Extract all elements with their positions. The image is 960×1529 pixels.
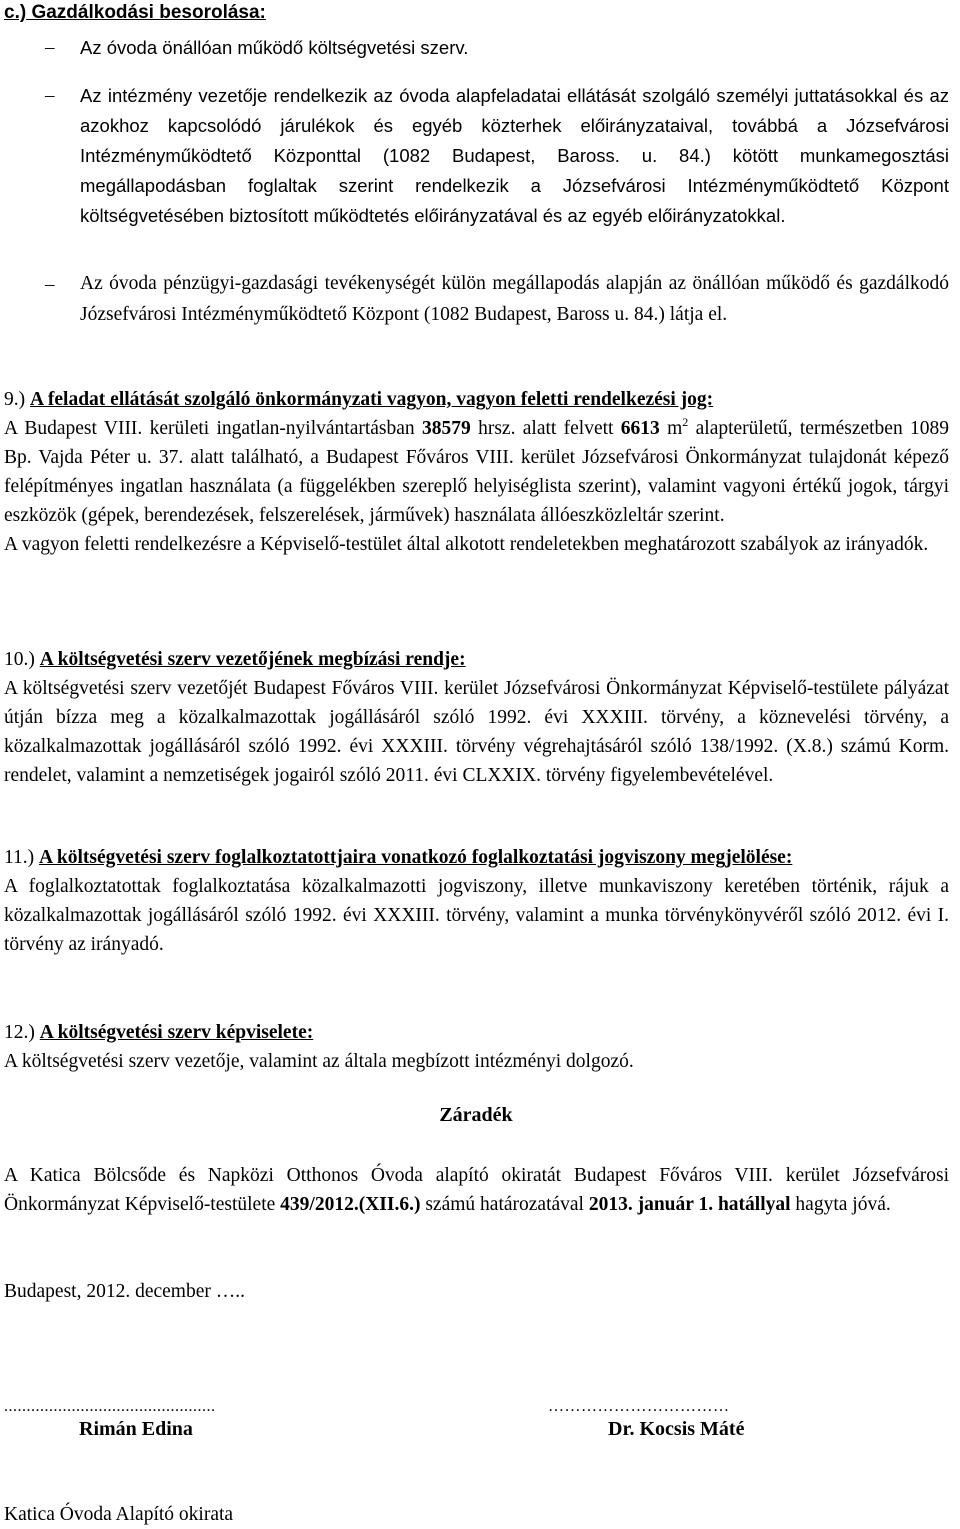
section-9-title: A feladat ellátását szolgáló önkormányzati vagyon, vagyon feletti rendelkezési jog: [30,389,714,410]
section-12-title: A költségvetési szerv képviselete: [39,1022,314,1043]
area-value: 6613 [620,418,660,439]
zaradek-text-c: hagyta jóvá. [795,1194,891,1215]
section-11-text: A foglalkoztatottak foglalkoztatása közalkalmazotti jogviszony, illetve munkaviszony keretében történik, rájuk a közalkalmazottak jogállásáról szóló 1992. évi XXXIII. törvény, valamint a munka törvénykönyvéről szóló 2012. évi I. törvény az irányadó. [4,876,949,955]
document-footer: Katica Óvoda Alapító okirata [4,1504,234,1525]
bullet-item-2: Az intézmény vezetője rendelkezik az óvoda alapfeladatai ellátását szolgáló személyi juttatásokkal és az azokhoz kapcsolódó járulékok és egyéb közterhek előirányzataival, továbbá a Józsefvárosi Intézményműködtető Központtal (1082 Budapest, Baross. u. 84.) kötött munkamegosztási megállapodásban foglaltak szerint rendelkezik a Józsefvárosi Intézményműködtető Központ költségvetésében biztosított működtetés előirányzatával és az egyéb előirányzatokkal. [80,85,949,226]
zaradek-text-b: számú határozatával [425,1194,584,1215]
bullet-dash: – [45,85,55,106]
area-unit: $m^2$ [667,415,689,439]
bullet-dash: – [45,37,55,58]
zaradek-text-a: A Katica Bölcsőde és Napközi Otthonos Óvoda alapító okiratát Budapest Főváros VIII. kerület Józsefvárosi Önkormányzat Képviselő-testülete [4,1165,949,1215]
bullet-dash: – [45,274,55,295]
bullet-item-3: Az óvoda pénzügyi-gazdasági tevékenységét külön megállapodás alapján az önállóan működő és gazdálkodó Józsefvárosi Intézményműködtető Központ (1082 Budapest, Baross u. 84.) látja el. [80,273,949,325]
effective-date: 2013. január 1. hatállyal [588,1194,791,1215]
section-10-title: A költségvetési szerv vezetőjének megbízási rendje: [39,649,466,670]
section-9-text: A Budapest VIII. kerületi ingatlan-nyilvántartásban [4,418,415,439]
resolution-number: 439/2012.(XII.6.) [280,1194,421,1215]
signatory-left: Rimán Edina [79,1418,193,1440]
place-date: Budapest, 2012. december ….. [4,1281,245,1302]
section-12-number: 12.) [4,1022,35,1043]
section-12 [4,1018,949,1076]
section-10-text: A költségvetési szerv vezetőjét Budapest Főváros VIII. kerület Józsefvárosi Önkormányzat Képviselő-testülete pályázat útján bízza meg a közalkalmazottak jogállásáról szóló 1992. évi XXXIII. törvény, a köznevelési törvény, a közalkalmazottak jogállásáról szóló 1992. évi XXXIII. törvény végrehajtásáról szóló 138/1992. (X.8.) számú Korm. rendelet, valamint a nemzetiségek jogairól szóló 2011. évi CLXXIX. törvény figyelembevételével. [4,678,949,786]
section-12-text: A költségvetési szerv vezetője, valamint az általa megbízott intézményi dolgozó. [4,1051,634,1072]
section-c-title: c.) Gazdálkodási besorolása: [4,2,266,23]
section-9-number: 9.) [4,389,26,410]
zaradek-heading: Záradék [439,1104,513,1126]
section-11-title: A költségvetési szerv foglalkoztatottjaira vonatkozó foglalkoztatási jogviszony megjelölése: [39,847,793,868]
zaradek-text [4,1161,949,1219]
section-9-paragraph-2: A vagyon feletti rendelkezésre a Képviselő-testület által alkotott rendeletekben meghatározott szabályok az irányadók. [4,534,929,555]
signature-line-right: …………………………… [548,1398,730,1415]
section-9 [4,385,949,559]
section-9-text: alapterületű, természetben 1089 Bp. Vajda Péter u. 37. alatt található, a Budapest Főváros VIII. kerület Józsefvárosi Önkormányzat tulajdonát képező felépítményes ingatlan használata (a függelékben szereplő helyiséglista szerint), valamint vagyoni értékű jogok, tárgyi eszközök (gépek, berendezések, felszerelések, járművek) használata állóeszközleltár szerint. [4,418,950,526]
signature-line-left: ............................................... [4,1398,216,1415]
signatory-right: Dr. Kocsis Máté [608,1418,745,1440]
section-10-number: 10.) [4,649,35,670]
section-9-text: hrsz. alatt felvett [478,418,614,439]
section-11-number: 11.) [4,847,35,868]
parcel-number: 38579 [422,418,471,439]
section-10 [4,645,949,790]
section-11 [4,843,949,959]
bullet-item-1: Az óvoda önállóan működő költségvetési szerv. [80,37,469,58]
